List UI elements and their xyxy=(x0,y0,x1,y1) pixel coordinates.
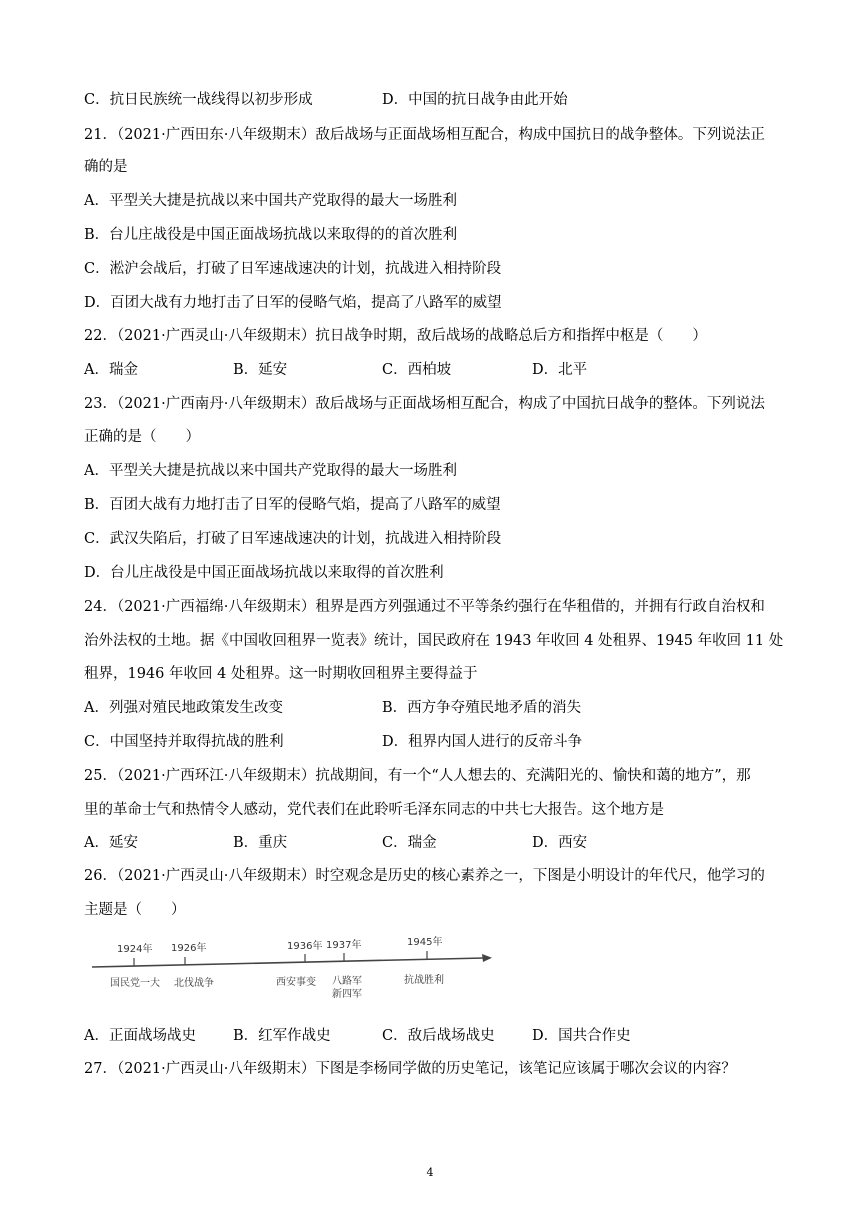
timeline-year-1924: 1924年 xyxy=(117,944,153,955)
timeline-year-1936: 1936年 xyxy=(287,941,323,952)
q23-option-c: C．武汉失陷后，打破了日军速战速决的计划，抗战进入相持阶段 xyxy=(84,531,502,547)
timeline-event-victory: 抗战胜利 xyxy=(404,975,444,986)
q24-option-c: C．中国坚持并取得抗战的胜利 xyxy=(84,734,284,750)
q26-option-b: B．红军作战史 xyxy=(233,1028,331,1044)
q21-option-a: A．平型关大捷是抗战以来中国共产党取得的最大一场胜利 xyxy=(84,193,457,209)
q22-option-c: C．西柏坡 xyxy=(382,362,452,378)
q21-option-b: B．台儿庄战役是中国正面战场抗战以来取得的的首次胜利 xyxy=(84,227,458,243)
q23-option-b: B．百团大战有力地打击了日军的侵略气焰，提高了八路军的威望 xyxy=(84,497,501,513)
q23-option-a: A．平型关大捷是抗战以来中国共产党取得的最大一场胜利 xyxy=(84,463,457,479)
timeline-arrow-icon xyxy=(482,954,492,962)
q25-option-c: C．瑞金 xyxy=(382,835,437,851)
timeline-event-eighth-route-army: 八路军 xyxy=(332,976,362,987)
q24-stem-line2: 治外法权的土地。据《中国收回租界一览表》统计，国民政府在 1943 年收回 4 处租界、1945 年收回 11 处 xyxy=(84,633,784,649)
q20-option-d: D．中国的抗日战争由此开始 xyxy=(382,92,568,108)
timeline-year-1937: 1937年 xyxy=(326,940,362,951)
q22-option-b: B．延安 xyxy=(233,362,288,378)
q23-stem-line2: 正确的是（ ） xyxy=(84,429,200,445)
q23-stem-line1: 23．（2021·广西南丹·八年级期末）敌后战场与正面战场相互配合，构成了中国抗日战争的整体。下列说法 xyxy=(84,396,765,412)
q24-option-d: D．租界内国人进行的反帝斗争 xyxy=(382,734,583,750)
timeline-figure xyxy=(88,934,498,998)
q22-stem-line1: 22．（2021·广西灵山·八年级期末）抗日战争时期，敌后战场的战略总后方和指挥中枢是（ ） xyxy=(84,328,707,344)
q25-stem-line1: 25．（2021·广西环江·八年级期末）抗战期间，有一个“人人想去的、充满阳光的、愉快和蔼的地方”，那 xyxy=(84,768,751,784)
q25-option-b: B．重庆 xyxy=(233,835,288,851)
q26-stem-line2: 主题是（ ） xyxy=(84,902,186,918)
timeline-year-1926: 1926年 xyxy=(171,943,207,954)
q25-stem-line2: 里的革命士气和热情令人感动，党代表们在此聆听毛泽东同志的中共七大报告。这个地方是 xyxy=(84,802,664,818)
q21-option-c: C．淞沪会战后，打破了日军速战速决的计划，抗战进入相持阶段 xyxy=(84,261,502,277)
q22-option-a: A．瑞金 xyxy=(84,362,138,378)
q21-option-d: D．百团大战有力地打击了日军的侵略气焰，提高了八路军的威望 xyxy=(84,295,502,311)
q26-option-d: D．国共合作史 xyxy=(532,1028,631,1044)
q24-option-a: A．列强对殖民地政策发生改变 xyxy=(84,700,283,716)
timeline-event-kmt-congress: 国民党一大 xyxy=(110,978,160,989)
timeline-year-1945: 1945年 xyxy=(407,937,443,948)
timeline-event-northern-expedition: 北伐战争 xyxy=(174,978,214,989)
q24-stem-line3: 租界，1946 年收回 4 处租界。这一时期收回租界主要得益于 xyxy=(84,666,478,682)
timeline-event-xian-incident: 西安事变 xyxy=(276,977,316,988)
q23-option-d: D．台儿庄战役是中国正面战场抗战以来取得的首次胜利 xyxy=(84,565,444,581)
q26-option-c: C．敌后战场战史 xyxy=(382,1028,495,1044)
timeline-axis xyxy=(92,958,484,967)
q21-stem-line2: 确的是 xyxy=(84,159,128,175)
q26-stem-line1: 26．（2021·广西灵山·八年级期末）时空观念是历史的核心素养之一，下图是小明设计的年代尺，他学习的 xyxy=(84,868,765,884)
q25-option-a: A．延安 xyxy=(84,835,138,851)
q22-option-d: D．北平 xyxy=(532,362,588,378)
q24-option-b: B．西方争夺殖民地矛盾的消失 xyxy=(382,700,582,716)
q27-stem-line1: 27．（2021·广西灵山·八年级期末）下图是李杨同学做的历史笔记，该笔记应该属于哪次会议的内容？ xyxy=(84,1061,736,1077)
q25-option-d: D．西安 xyxy=(532,835,588,851)
q21-stem-line1: 21．（2021·广西田东·八年级期末）敌后战场与正面战场相互配合，构成中国抗日的战争整体。下列说法正 xyxy=(84,127,765,143)
q24-stem-line1: 24．（2021·广西福绵·八年级期末）租界是西方列强通过不平等条约强行在华租借的，并拥有行政自治权和 xyxy=(84,599,765,615)
q26-option-a: A．正面战场战史 xyxy=(84,1028,196,1044)
q20-option-c: C．抗日民族统一战线得以初步形成 xyxy=(84,92,313,108)
timeline-event-new-fourth-army: 新四军 xyxy=(332,989,362,998)
page-number: 4 xyxy=(426,1166,434,1179)
